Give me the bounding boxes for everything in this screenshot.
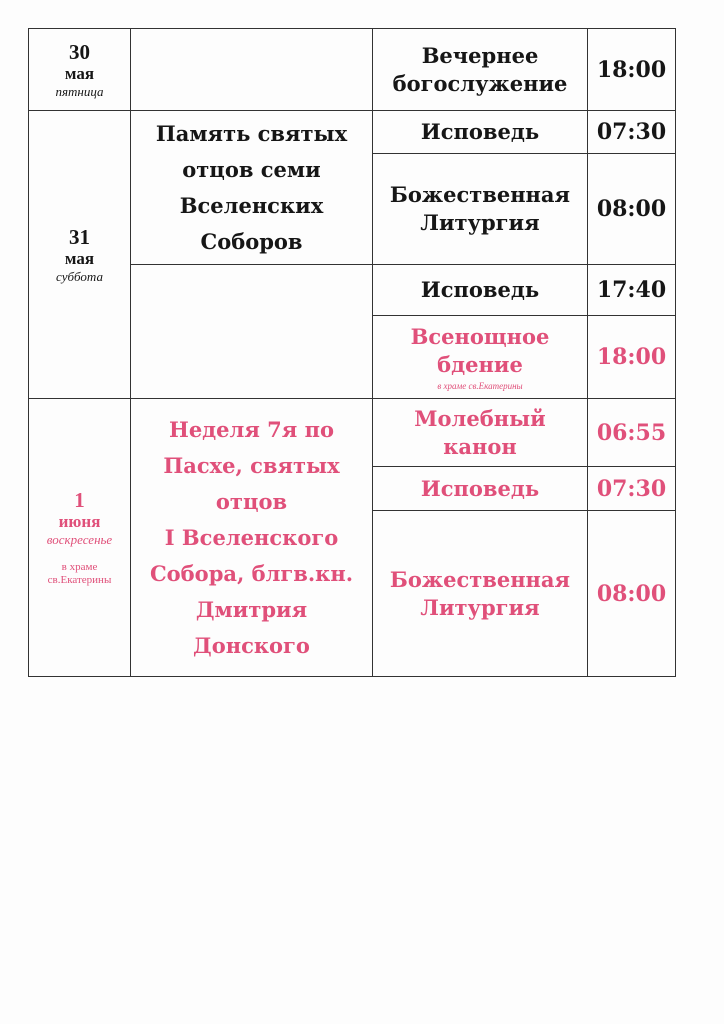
service-name-line: Литургия [420, 594, 540, 620]
service-name-line: Божественная [389, 566, 571, 592]
feast-cell [131, 111, 373, 265]
service-cell [373, 154, 588, 265]
time-cell [588, 29, 676, 111]
service-time: 17:40 [596, 277, 667, 303]
time-cell [588, 111, 676, 154]
service-name-line: Исповедь [420, 475, 540, 501]
service-name-line: Божественная [389, 182, 571, 207]
time-cell [588, 265, 676, 316]
location-note-line: в храме [61, 561, 98, 573]
feast-cell [131, 399, 373, 677]
feast-line: Вселенских [179, 192, 324, 218]
feast-line: Соборов [200, 228, 303, 254]
time-cell [588, 154, 676, 265]
service-name-line: Всенощное [410, 324, 550, 349]
feast-line: Дмитрия [195, 596, 308, 622]
feast-cell-empty [131, 29, 373, 111]
weekday: пятница [55, 84, 104, 99]
location-note-line: св.Екатерины [47, 574, 112, 586]
service-cell [373, 111, 588, 154]
service-cell [373, 29, 588, 111]
service-time: 07:30 [596, 475, 667, 502]
day-number: 30 [69, 40, 90, 64]
service-name-line: Исповедь [420, 119, 540, 144]
month-name: июня [58, 512, 101, 531]
service-schedule-table [28, 28, 676, 677]
feast-line: Донского [193, 632, 310, 658]
date-cell-may-31 [29, 111, 131, 399]
service-name-line: Вечернее [421, 42, 539, 68]
service-location-note: в храме св.Екатерины [437, 381, 523, 391]
feast-line: Неделя 7я по [168, 416, 334, 442]
service-time: 08:00 [596, 196, 667, 222]
day-number: 1 [74, 488, 85, 512]
month-name: мая [64, 64, 95, 83]
service-cell [373, 511, 588, 677]
service-time: 06:55 [596, 419, 667, 446]
table-row [29, 111, 676, 154]
time-cell [588, 399, 676, 467]
time-cell [588, 511, 676, 677]
service-time: 08:00 [596, 580, 667, 607]
time-cell [588, 467, 676, 511]
weekday: суббота [56, 269, 103, 284]
service-time: 18:00 [596, 56, 667, 83]
table-row [29, 399, 676, 467]
service-name-line: Литургия [420, 210, 540, 235]
service-name-line: Молебный [414, 405, 546, 431]
feast-line: Собора, блгв.кн. [149, 560, 354, 586]
feast-line: I Вселенского [164, 524, 339, 550]
weekday: воскресенье [46, 532, 113, 547]
service-name-line: Исповедь [420, 277, 540, 302]
feast-line: Память святых [155, 120, 348, 146]
feast-line: отцов семи [182, 156, 321, 182]
service-name-line: бдение [437, 352, 523, 377]
service-cell [373, 265, 588, 316]
time-cell [588, 316, 676, 399]
feast-cell-empty [131, 265, 373, 399]
date-cell-may-30 [29, 29, 131, 111]
table-row [29, 29, 676, 111]
service-name-line: богослужение [392, 70, 568, 96]
service-time: 07:30 [596, 119, 667, 145]
date-cell-june-1 [29, 399, 131, 677]
feast-line: отцов [215, 488, 288, 514]
service-time: 18:00 [596, 344, 667, 370]
service-cell [373, 467, 588, 511]
month-name: мая [64, 249, 95, 268]
service-name-line: канон [443, 433, 517, 459]
feast-line: Пасхе, святых [163, 452, 340, 478]
service-cell [373, 316, 588, 399]
service-cell [373, 399, 588, 467]
day-number: 31 [69, 225, 90, 249]
